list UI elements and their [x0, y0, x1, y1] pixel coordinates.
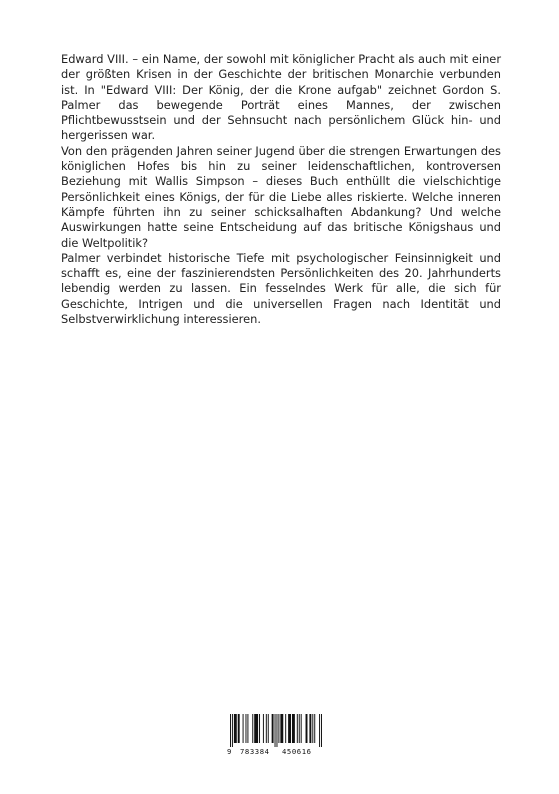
barcode-bar — [243, 714, 244, 743]
barcode-bar — [276, 714, 277, 747]
barcode-digits-right: 450616 — [282, 747, 312, 756]
barcode-bar — [280, 714, 283, 743]
barcode-bar — [306, 714, 308, 743]
barcode-bar — [299, 714, 300, 743]
barcode-bar — [266, 714, 267, 743]
barcode-bar — [245, 714, 246, 743]
barcode-bar — [268, 714, 269, 743]
barcode-digits — [224, 746, 328, 757]
isbn-barcode — [224, 712, 328, 758]
barcode-digit-first: 9 — [227, 747, 232, 756]
barcode-bar — [312, 714, 313, 743]
barcode-bar — [301, 714, 302, 743]
barcode-bar — [278, 714, 279, 743]
barcode-bar — [252, 714, 253, 743]
barcode-bar — [309, 714, 311, 743]
barcode-bar — [232, 714, 233, 747]
barcode-bar — [292, 714, 295, 743]
barcode-bar — [234, 714, 237, 743]
barcode-bar — [285, 714, 286, 743]
barcode-bar — [297, 714, 298, 743]
blurb-text — [61, 52, 501, 327]
barcode-bar — [259, 714, 260, 743]
barcode-digits-left: 783384 — [240, 747, 270, 756]
barcode-bar — [275, 714, 276, 747]
barcode-bar — [288, 714, 291, 743]
barcode-bar — [272, 714, 274, 743]
barcode-bar — [319, 714, 320, 747]
barcode-bar — [230, 714, 231, 747]
barcode-bar — [314, 714, 315, 743]
blurb-paragraph-1: Edward VIII. – ein Name, der sowohl mit königlicher Pracht als auch mit einer der größten Krisen in der Geschichte der britischen Monarchie verbunden ist. In "Edward VIII: Der König, der die Krone aufgab" zeichnet Gordon S. Palmer das bewegende Porträt eines Mannes, der zwischen Pflichtbewusstsein und der Sehnsucht nach persönlichem Glück hin- und hergerissen war. — [61, 52, 501, 143]
barcode-bars-graphic — [230, 714, 322, 747]
barcode-bar — [263, 714, 264, 743]
barcode-bar — [247, 714, 248, 743]
barcode-bar — [254, 714, 258, 743]
barcode-bar — [238, 714, 240, 743]
blurb-paragraph-3: Palmer verbindet historische Tiefe mit psychologischer Feinsinnigkeit und schafft es, eine der faszinierendsten Persönlichkeiten des 20. Jahrhunderts lebendig werden zu lassen. Ein fesselndes Werk für alle, die sich für Geschichte, Intrigen und die universellen Fragen nach Identität und Selbstverwirklichung interessieren. — [61, 250, 501, 327]
barcode-bar — [321, 714, 322, 747]
blurb-paragraph-2: Von den prägenden Jahren seiner Jugend über die strengen Erwartungen des königlichen Hofes bis hin zu seiner leidenschaftlichen, kontroversen Beziehung mit Wallis Simpson – dieses Buch enthüllt die vielschichtige Persönlichkeit eines Königs, der für die Liebe alles riskierte. Welche inneren Kämpfe führten ihn zu seiner schicksalhaften Abdankung? Und welche Auswirkungen hatte seine Entscheidung auf das britische Königshaus und die Weltpolitik? — [61, 143, 501, 250]
